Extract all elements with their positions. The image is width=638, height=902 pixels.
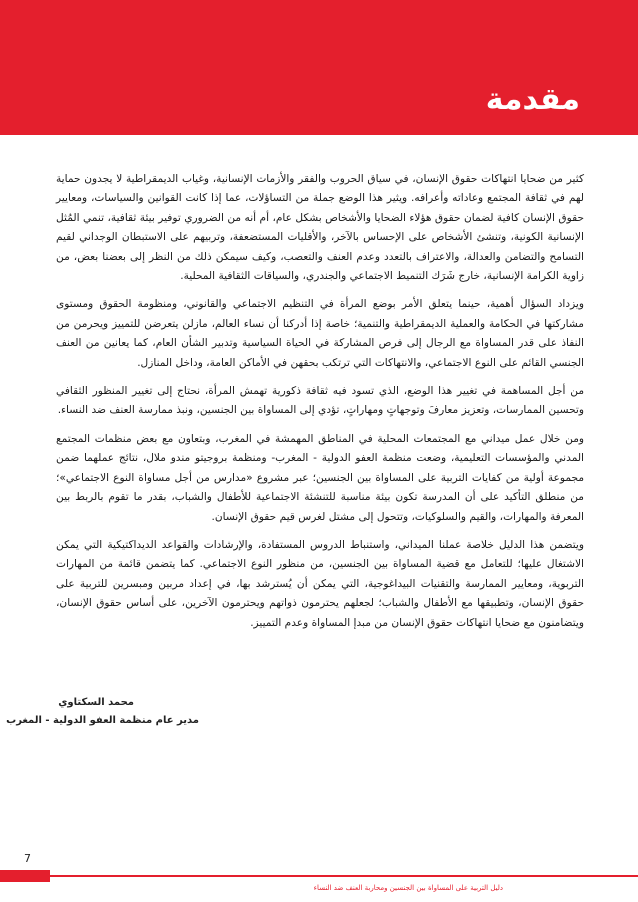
page-title: مقدمة [485,82,580,117]
paragraph-5: ويتضمن هذا الدليل خلاصة عملنا الميداني، واستنباط الدروس المستفادة، والإرشادات والقواعد الديداكتيكية التي يمكن الاشتغال عليها؛ للتعامل مع قضية المساواة بين الجنسين، من منظور النوع الاجتماعي. كما يتضمن قائمة من المهارات التربوية، ومعايير الممارسة والتقنيات البيداغوجية، التي يمكن أن يُسترشد بها، في إعداد مربين ومبسرين للتربية على حقوق الإنسان، وتطبيقها مع الأطفال والشباب؛ لجعلهم يحترمون ذواتهم ويحترمون الآخرين، على أساس حقوق الإنسان، ويتضامنون مع ضحايا انتهاكات حقوق الإنسان من مبدإ المساواة وعدم التمييز. [56,538,584,629]
page-number: 7 [24,852,31,865]
paragraph-2: ويزداد السؤال أهمية، حينما يتعلق الأمر بوضع المرأة في التنظيم الاجتماعي والقانوني، ومنظومة الحقوق ومستوى مشاركتها في الحكامة والعملية الديمقراطية والتنمية؛ خاصة إذا أدركنا أن نساء العالم، مازلن يتعرضن للتمييز ويحرمن من النفاذ على قدر المساواة مع الرجال إلى فرص المشاركة في الحياة السياسية وتدبير الشأن العام، كما يعانين من العنف الجنسي القائم على النوع الاجتماعي، والانتهاكات التي ترتكب بحقهن في الأماكن العامة، وداخل المنازل. [56,298,584,369]
signature-block [6,694,584,730]
header-banner [0,0,638,135]
paragraph-3: من أجل المساهمة في تغيير هذا الوضع، الذي تسود فيه ثقافة ذكورية تهمش المرأة، نحتاج إلى تغيير المنظور الثقافي وتحسين الممارسات، وتعزيز معارفَ وتوجهاتٍ ومهاراتٍ، تؤدي إلى المساواة بين الجنسين، ونبذ ممارسة العنف ضد النساء. [56,385,584,417]
paragraph-1: كثير من ضحايا انتهاكات حقوق الإنسان، في سياق الحروب والفقر والأزمات الإنسانية، وغياب الديمقراطية لا يجدون حماية لهم في ثقافة المجتمع وعاداته وأعرافه. ويثير هذا الوضع جملة من التساؤلات، عما إذا كانت القوانين والسياسات، ومعايير حقوق الإنسان كافية لضمان حقوق هؤلاء الضحايا والأشخاص بشكل عام، أم أنه من الضروري توفير بيئة ثقافية، تنمي المُثل الإنسانية الكونية، وتنشئ الأشخاص على الإحساس بالآخر، والأقليات المستضعفة، وتربيهم على الاستبطان الوجداني لقيم التسامح والتضامن والعدالة، والاعتراف بالتعدد وعدم العنف والتعصب، وكيف سيمكن ذلك من النظر إلى بعضنا بعض، من زاوية الكرامة الإنسانية، خارج شَرَك التنميط الاجتماعي والجندري، والسياقات الثقافية المحلية. [56,173,584,283]
footer-divider [50,875,638,877]
footer-red-block [0,870,50,882]
paragraph-4: ومن خلال عمل ميداني مع المجتمعات المحلية في المناطق المهمشة في المغرب، وبتعاون مع بعض منظمات المجتمع المدني والمؤسسات التعليمية، وضعت منظمة العفو الدولية - المغرب- ومنظمة بروجيتو مندو ملال، نتائج عملهما ضمن مجموعة أولية من كفايات التربية على المساواة بين الجنسين؛ عبر مشروع «مدارس من أجل مساواة النوع الاجتماعي»؛ من منطلق التأكيد على أن المدرسة تكون بيئة مناسبة للتنشئة الاجتماعية للأطفال والشباب، بقدر ما تقوم بالربط بين المعرفة والمهارات، والقيم والسلوكيات، وتتحول إلى مشتل لغرس قيم حقوق الإنسان. [56,432,584,523]
footer-book-title: دليل التربية على المساواة بين الجنسين ومحاربة العنف ضد النساء [313,884,503,892]
body-text [56,170,584,642]
signatory-title: مدير عام منظمة العفو الدولية - المغرب [6,715,199,726]
signatory-name: محمد السكتاوي [58,697,134,708]
